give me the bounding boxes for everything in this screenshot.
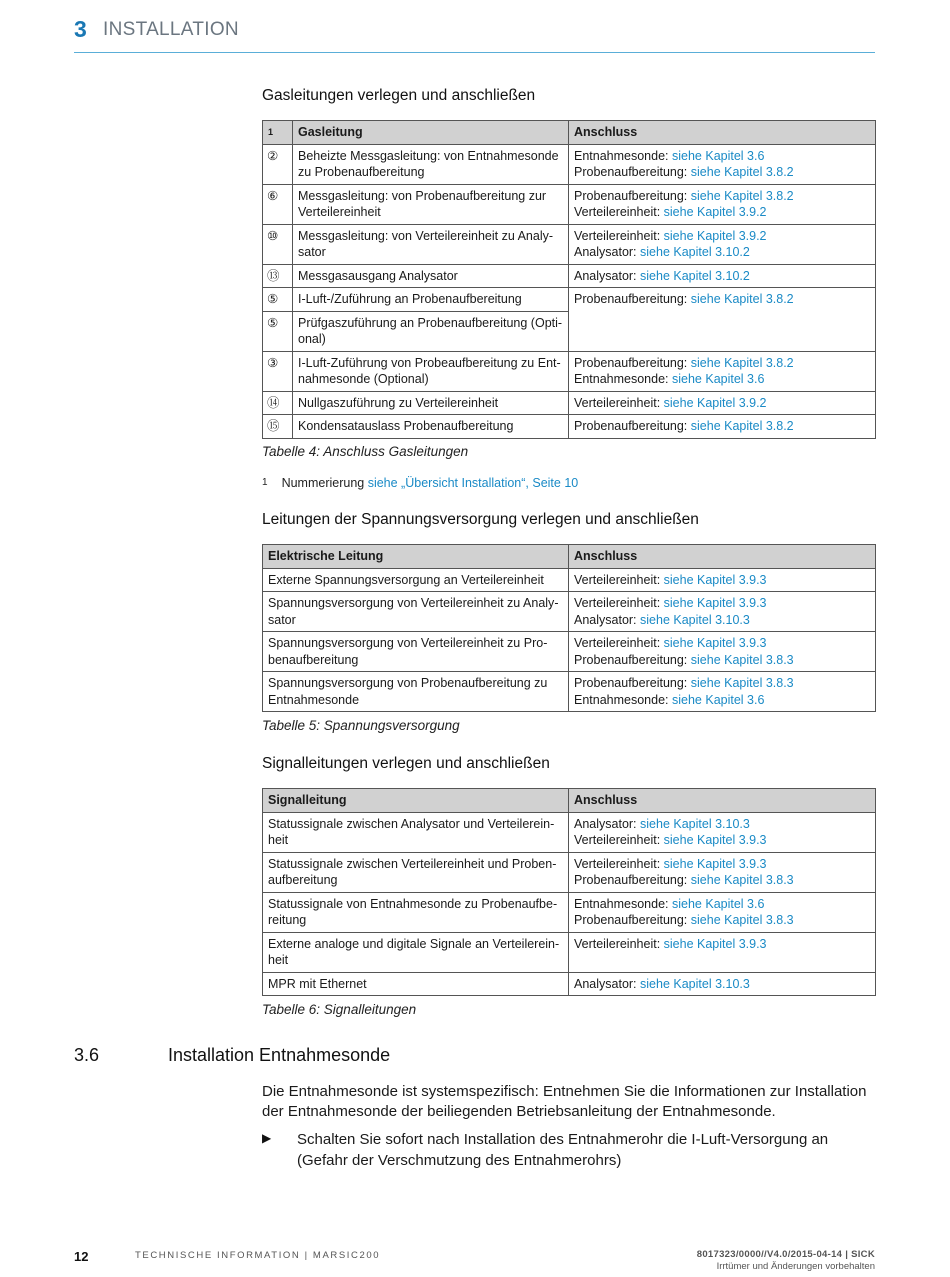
chapter-link[interactable]: siehe Kapitel 3.8.3	[690, 676, 794, 690]
row-connection: Verteilereinheit: siehe Kapitel 3.9.2	[569, 391, 876, 415]
row-line: Kondensatauslass Probenaufbereitung	[293, 415, 569, 439]
table-header-row	[263, 789, 876, 813]
gas-lines-heading: Gasleitungen verlegen und anschließen	[262, 87, 536, 104]
gas-lines-table	[262, 120, 876, 439]
row-connection: Analysator: siehe Kapitel 3.10.3 Verteilereinheit: siehe Kapitel 3.9.3	[569, 812, 876, 852]
chapter-link[interactable]: siehe Kapitel 3.9.3	[663, 936, 767, 951]
section-title: Installation Entnahmesonde	[168, 1045, 391, 1065]
row-number: ②	[263, 144, 293, 184]
table-header-row	[263, 545, 876, 569]
bullet-arrow-icon: ▶	[262, 1131, 272, 1145]
signal-lines-table	[262, 788, 876, 996]
section-number: 3.6	[74, 1045, 100, 1065]
table-row	[263, 415, 876, 439]
table-row	[263, 852, 876, 892]
table-row	[263, 972, 876, 996]
column-header-connection: Anschluss	[569, 545, 876, 569]
row-line: MPR mit Ethernet	[263, 972, 569, 996]
chapter-link[interactable]: siehe Kapitel 3.9.3	[663, 833, 767, 847]
row-connection: Probenaufbereitung: siehe Kapitel 3.8.2 Verteilereinheit: siehe Kapitel 3.9.2	[569, 184, 876, 224]
row-line: Spannungsversorgung von Verteilereinheit zu Analysator	[263, 592, 569, 632]
row-line: Spannungsversorgung von Verteilereinheit zu Probenaufbereitung	[263, 632, 569, 672]
table-row	[263, 224, 876, 264]
table-row	[263, 264, 876, 288]
signal-lines-heading: Signalleitungen verlegen und anschließen	[262, 755, 550, 772]
table-row	[263, 184, 876, 224]
chapter-link[interactable]: siehe Kapitel 3.6	[672, 692, 765, 707]
chapter-link[interactable]: siehe Kapitel 3.8.3	[690, 873, 794, 887]
row-line: Nullgaszuführung zu Verteilereinheit	[293, 391, 569, 415]
footer-disclaimer: Irrtümer und Änderungen vorbehalten	[716, 1261, 875, 1272]
chapter-title: INSTALLATION	[103, 19, 239, 40]
row-number: ⑭	[263, 391, 293, 415]
chapter-link[interactable]: siehe Kapitel 3.10.3	[640, 816, 750, 831]
table-row	[263, 568, 876, 592]
chapter-link[interactable]: siehe Kapitel 3.8.3	[690, 913, 794, 927]
table-row	[263, 288, 876, 312]
chapter-link[interactable]: siehe Kapitel 3.10.2	[640, 268, 750, 283]
row-connection: Analysator: siehe Kapitel 3.10.2	[569, 264, 876, 288]
chapter-link[interactable]: siehe Kapitel 3.8.2	[690, 188, 794, 203]
table-row	[263, 812, 876, 852]
chapter-link[interactable]: siehe Kapitel 3.10.3	[640, 976, 750, 991]
column-header-line: Elektrische Leitung	[263, 545, 569, 569]
row-connection: Verteilereinheit: siehe Kapitel 3.9.3 Analysator: siehe Kapitel 3.10.3	[569, 592, 876, 632]
row-line: Statussignale zwischen Verteilereinheit und Probenaufbereitung	[263, 852, 569, 892]
footer-doc-id: 8017323/0000//V4.0/2015-04-14 | SICK	[696, 1249, 875, 1260]
column-header-connection: Anschluss	[569, 121, 876, 145]
table-row	[263, 144, 876, 184]
column-header-line: Signalleitung	[263, 789, 569, 813]
footnote	[262, 476, 578, 490]
row-connection: Probenaufbereitung: siehe Kapitel 3.8.2	[569, 288, 876, 352]
column-header-number: 1	[263, 121, 293, 145]
footnote-mark: 1	[262, 477, 268, 488]
chapter-link[interactable]: siehe Kapitel 3.8.2	[690, 355, 794, 370]
table-row	[263, 391, 876, 415]
row-line: Prüfgaszuführung an Probenaufbereitung (Optional)	[293, 311, 569, 351]
chapter-link[interactable]: siehe Kapitel 3.9.2	[663, 395, 767, 410]
table-row	[263, 351, 876, 391]
row-line: Messgasleitung: von Verteilereinheit zu Analysator	[293, 224, 569, 264]
row-line: Externe Spannungsversorgung an Verteilereinheit	[263, 568, 569, 592]
table-caption: Tabelle 6: Signalleitungen	[262, 1002, 417, 1017]
chapter-link[interactable]: siehe Kapitel 3.8.2	[690, 292, 794, 306]
row-line: Spannungsversorgung von Probenaufbereitung zu Entnahmesonde	[263, 672, 569, 712]
column-header-connection: Anschluss	[569, 789, 876, 813]
chapter-link[interactable]: siehe Kapitel 3.8.2	[690, 165, 794, 179]
instruction-bullet: Schalten Sie sofort nach Installation des Entnahmerohr die I-Luft-Versorgung an (Gefahr der Verschmutzung des Entnahmerohrs)	[297, 1131, 829, 1169]
row-line: Messgasleitung: von Probenaufbereitung zur Verteilereinheit	[293, 184, 569, 224]
row-connection: Verteilereinheit: siehe Kapitel 3.9.3 Probenaufbereitung: siehe Kapitel 3.8.3	[569, 852, 876, 892]
row-connection: Probenaufbereitung: siehe Kapitel 3.8.2	[569, 415, 876, 439]
chapter-link[interactable]: siehe Kapitel 3.6	[672, 372, 765, 386]
chapter-link[interactable]: siehe Kapitel 3.9.2	[663, 228, 767, 243]
chapter-link[interactable]: siehe Kapitel 3.9.3	[663, 636, 767, 650]
chapter-link[interactable]: siehe Kapitel 3.8.2	[690, 419, 794, 433]
footnote-link[interactable]: siehe „Übersicht Installation“, Seite 10	[367, 476, 579, 490]
table-caption: Tabelle 4: Anschluss Gasleitungen	[262, 444, 469, 459]
row-connection: Analysator: siehe Kapitel 3.10.3	[569, 972, 876, 996]
row-connection: Probenaufbereitung: siehe Kapitel 3.8.2 Entnahmesonde: siehe Kapitel 3.6	[569, 351, 876, 391]
table-row	[263, 932, 876, 972]
footnote-text: Nummerierung	[281, 476, 368, 490]
section-paragraph: Die Entnahmesonde ist systemspezifisch: Entnehmen Sie die Informationen zur Installation der Entnahmesonde der beiliegenden Betriebsanleitung der Entnahmesonde.	[262, 1083, 867, 1120]
power-lines-table	[262, 544, 876, 712]
chapter-link[interactable]: siehe Kapitel 3.6	[672, 896, 765, 911]
row-line: I-Luft-/Zuführung an Probenaufbereitung	[293, 288, 569, 312]
chapter-link[interactable]: siehe Kapitel 3.10.3	[640, 612, 750, 627]
row-number: ③	[263, 351, 293, 391]
row-connection: Verteilereinheit: siehe Kapitel 3.9.3	[569, 568, 876, 592]
table-row	[263, 892, 876, 932]
row-connection: Verteilereinheit: siehe Kapitel 3.9.3 Probenaufbereitung: siehe Kapitel 3.8.3	[569, 632, 876, 672]
row-line: Statussignale zwischen Analysator und Verteilereinheit	[263, 812, 569, 852]
page-number: 12	[74, 1249, 89, 1264]
table-row	[263, 632, 876, 672]
row-line: Messgasausgang Analysator	[293, 264, 569, 288]
chapter-link[interactable]: siehe Kapitel 3.9.2	[663, 205, 767, 219]
chapter-link[interactable]: siehe Kapitel 3.9.3	[663, 596, 767, 610]
row-line: Statussignale von Entnahmesonde zu Probenaufbereitung	[263, 892, 569, 932]
chapter-link[interactable]: siehe Kapitel 3.10.2	[640, 245, 750, 259]
row-connection: Entnahmesonde: siehe Kapitel 3.6 Probenaufbereitung: siehe Kapitel 3.8.3	[569, 892, 876, 932]
chapter-link[interactable]: siehe Kapitel 3.8.3	[690, 652, 794, 667]
row-number: ⑬	[263, 264, 293, 288]
row-line: Beheizte Messgasleitung: von Entnahmesonde zu Probenaufbereitung	[293, 144, 569, 184]
row-number: ⑥	[263, 184, 293, 224]
row-line: Externe analoge und digitale Signale an Verteilereinheit	[263, 932, 569, 972]
row-connection: Verteilereinheit: siehe Kapitel 3.9.2 Analysator: siehe Kapitel 3.10.2	[569, 224, 876, 264]
chapter-link[interactable]: siehe Kapitel 3.9.3	[663, 856, 767, 871]
row-number: ⑮	[263, 415, 293, 439]
power-lines-heading: Leitungen der Spannungsversorgung verlegen und anschließen	[262, 511, 699, 528]
table-row	[263, 672, 876, 712]
row-line: I-Luft-Zuführung von Probeaufbereitung zu Entnahmesonde (Optional)	[293, 351, 569, 391]
footer-doc-title: TECHNISCHE INFORMATION | MARSIC200	[135, 1250, 381, 1261]
table-row	[263, 592, 876, 632]
page-header	[74, 14, 875, 53]
row-number: ⑩	[263, 224, 293, 264]
row-connection: Entnahmesonde: siehe Kapitel 3.6 Probenaufbereitung: siehe Kapitel 3.8.2	[569, 144, 876, 184]
table-header-row	[263, 121, 876, 145]
row-number: ⑤	[263, 311, 293, 351]
footer-right	[697, 1249, 875, 1273]
chapter-link[interactable]: siehe Kapitel 3.9.3	[663, 572, 767, 587]
table-caption: Tabelle 5: Spannungsversorgung	[262, 718, 460, 733]
row-number: ⑤	[263, 288, 293, 312]
column-header-line: Gasleitung	[293, 121, 569, 145]
row-connection: Probenaufbereitung: siehe Kapitel 3.8.3 Entnahmesonde: siehe Kapitel 3.6	[569, 672, 876, 712]
chapter-link[interactable]: siehe Kapitel 3.6	[672, 148, 765, 163]
chapter-number: 3	[74, 16, 87, 42]
row-connection: Verteilereinheit: siehe Kapitel 3.9.3	[569, 932, 876, 972]
